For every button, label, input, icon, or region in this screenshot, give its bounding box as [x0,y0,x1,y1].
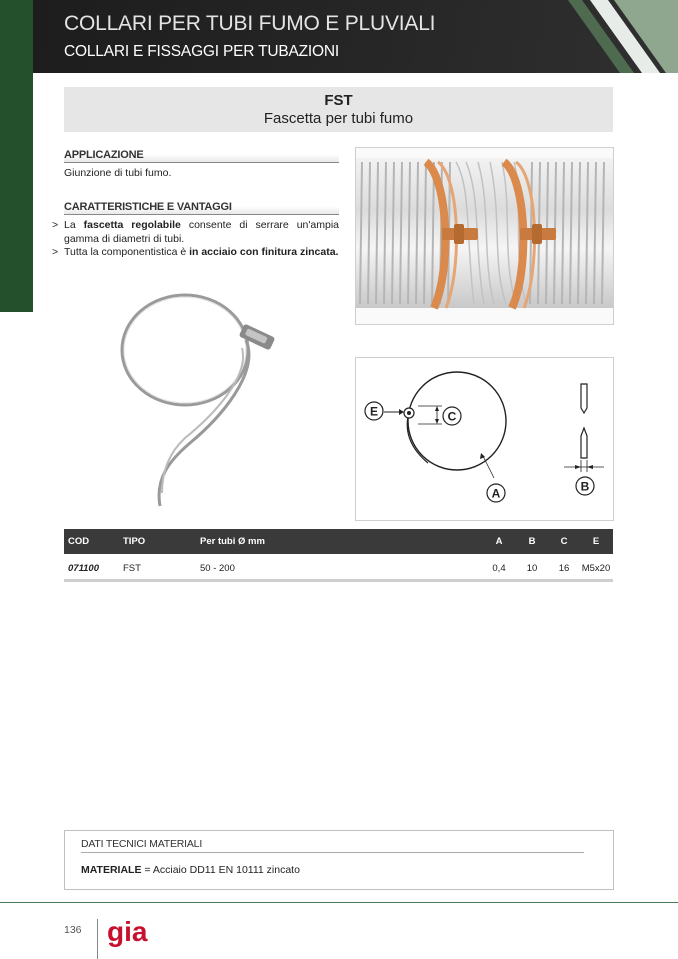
col-header-per-tubi: Per tubi Ø mm [200,536,265,547]
label-c-marker [443,407,461,425]
product-code: FST [324,92,353,109]
feature-item [52,219,339,246]
table-header [64,529,613,554]
cell-c: 16 [558,562,570,574]
header-subtitle: COLLARI E FISSAGGI PER TUBAZIONI [64,43,339,60]
side-color-bar [0,0,33,312]
footer-divider [0,902,678,903]
feature-item [52,246,339,260]
diagram-label-c: C [447,409,457,424]
features-heading: CARATTERISTICHE E VANTAGGI [64,201,339,215]
footer-separator [97,919,98,959]
product-name: Fascetta per tubi fumo [263,110,414,127]
features-list [52,219,339,260]
header-title: COLLARI PER TUBI FUMO E PLUVIALI [64,12,436,35]
cell-per-tubi: 50 - 200 [200,562,235,574]
diagram-label-a: A [491,486,501,501]
cell-tipo: FST [123,562,141,574]
header-stripes-decoration [568,0,678,73]
gia-logo [105,917,155,951]
feature-highlight: fascetta regolabile [83,219,181,231]
diagram-label-b: B [580,479,590,494]
materials-box [64,830,614,890]
label-a-marker [487,484,505,502]
product-title-box [64,87,613,132]
materials-value: = Acciaio DD11 EN 10111 zincato [141,864,300,876]
page-header [0,0,678,73]
label-e-marker [365,402,383,420]
cell-b: 10 [526,562,538,574]
feature-marker: > [52,219,59,231]
col-header-tipo: TIPO [123,536,146,547]
col-header-a: A [495,536,503,547]
diagram-label-e: E [369,404,379,419]
feature-highlight: in acciaio con finitura zincata. [189,246,339,258]
col-header-cod: COD [68,536,90,547]
feature-marker: > [52,246,59,258]
technical-diagram [355,357,614,521]
col-header-c: C [560,536,568,547]
materials-label: MATERIALE [81,864,142,876]
application-heading: APPLICAZIONE [64,149,339,163]
cell-e: M5x20 [581,562,611,574]
cell-a: 0,4 [492,562,506,574]
col-header-e: E [592,536,600,547]
application-text: Giunzione di tubi fumo. [64,167,172,179]
cell-cod: 071100 [68,562,99,574]
logo-text: gia [107,917,148,947]
label-b-marker [576,477,594,495]
materials-heading: DATI TECNICI MATERIALI [81,838,584,853]
page-number: 136 [64,924,82,936]
installed-clamp-photo [355,147,614,325]
materials-line [81,864,300,876]
band-product-image [100,278,290,513]
table-row [64,557,613,582]
feature-text: Tutta la componentistica è in acciaio con finitura zincata. [64,246,339,258]
feature-text: La fascetta regolabile consente di serrare un'ampia gamma di diametri di tubi. [64,219,339,245]
col-header-b: B [528,536,536,547]
